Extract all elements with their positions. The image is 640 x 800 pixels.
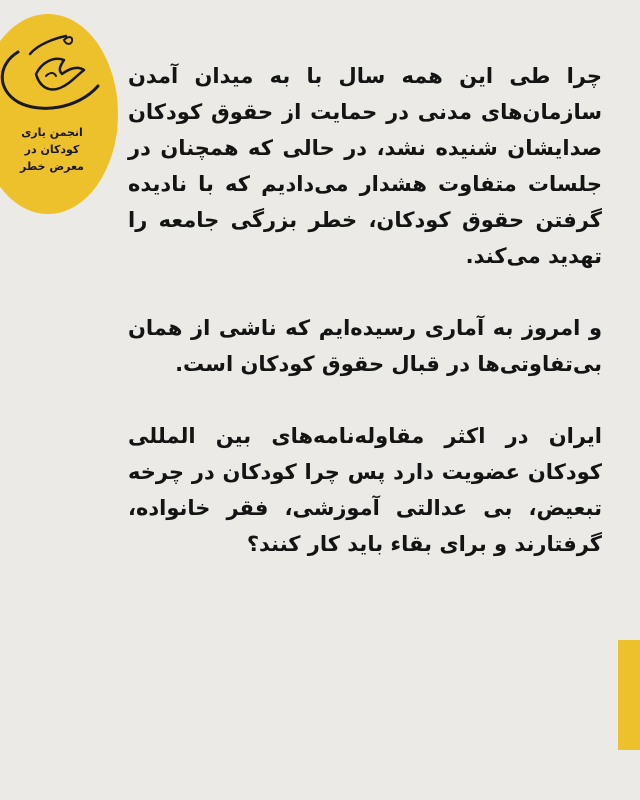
article-body (128, 58, 602, 562)
paragraph: چرا طی این همه سال با به میدان آمدن سازمان‌های مدنی در حمایت از حقوق کودکان صدایشان شنیده نشد، در حالی که همچنان در جلسات متفاوت هشدار می‌دادیم که با نادیده گرفتن حقوق کودکان، خطر بزرگی جامعه را تهدید می‌کند. (128, 64, 602, 268)
hand-holding-bird-icon (0, 14, 118, 214)
paragraph: و امروز به آماری رسیده‌ایم که ناشی از همان بی‌تفاوتی‌ها در قبال حقوق کودکان است. (128, 316, 602, 376)
logo-line: معرض خطر (20, 160, 84, 173)
organization-logo (0, 14, 118, 214)
logo-line: کودکان در (24, 143, 80, 156)
accent-bar (618, 640, 640, 750)
paragraph: ایران در اکثر مقاوله‌نامه‌های بین المللی کودکان عضویت دارد پس چرا کودکان در چرخه تبعیض، بی عدالتی آموزشی، فقر خانواده، گرفتارند و برای بقاء باید کار کنند؟ (128, 424, 602, 556)
logo-line: انجمن یاری (21, 126, 83, 139)
logo-text (4, 124, 100, 175)
